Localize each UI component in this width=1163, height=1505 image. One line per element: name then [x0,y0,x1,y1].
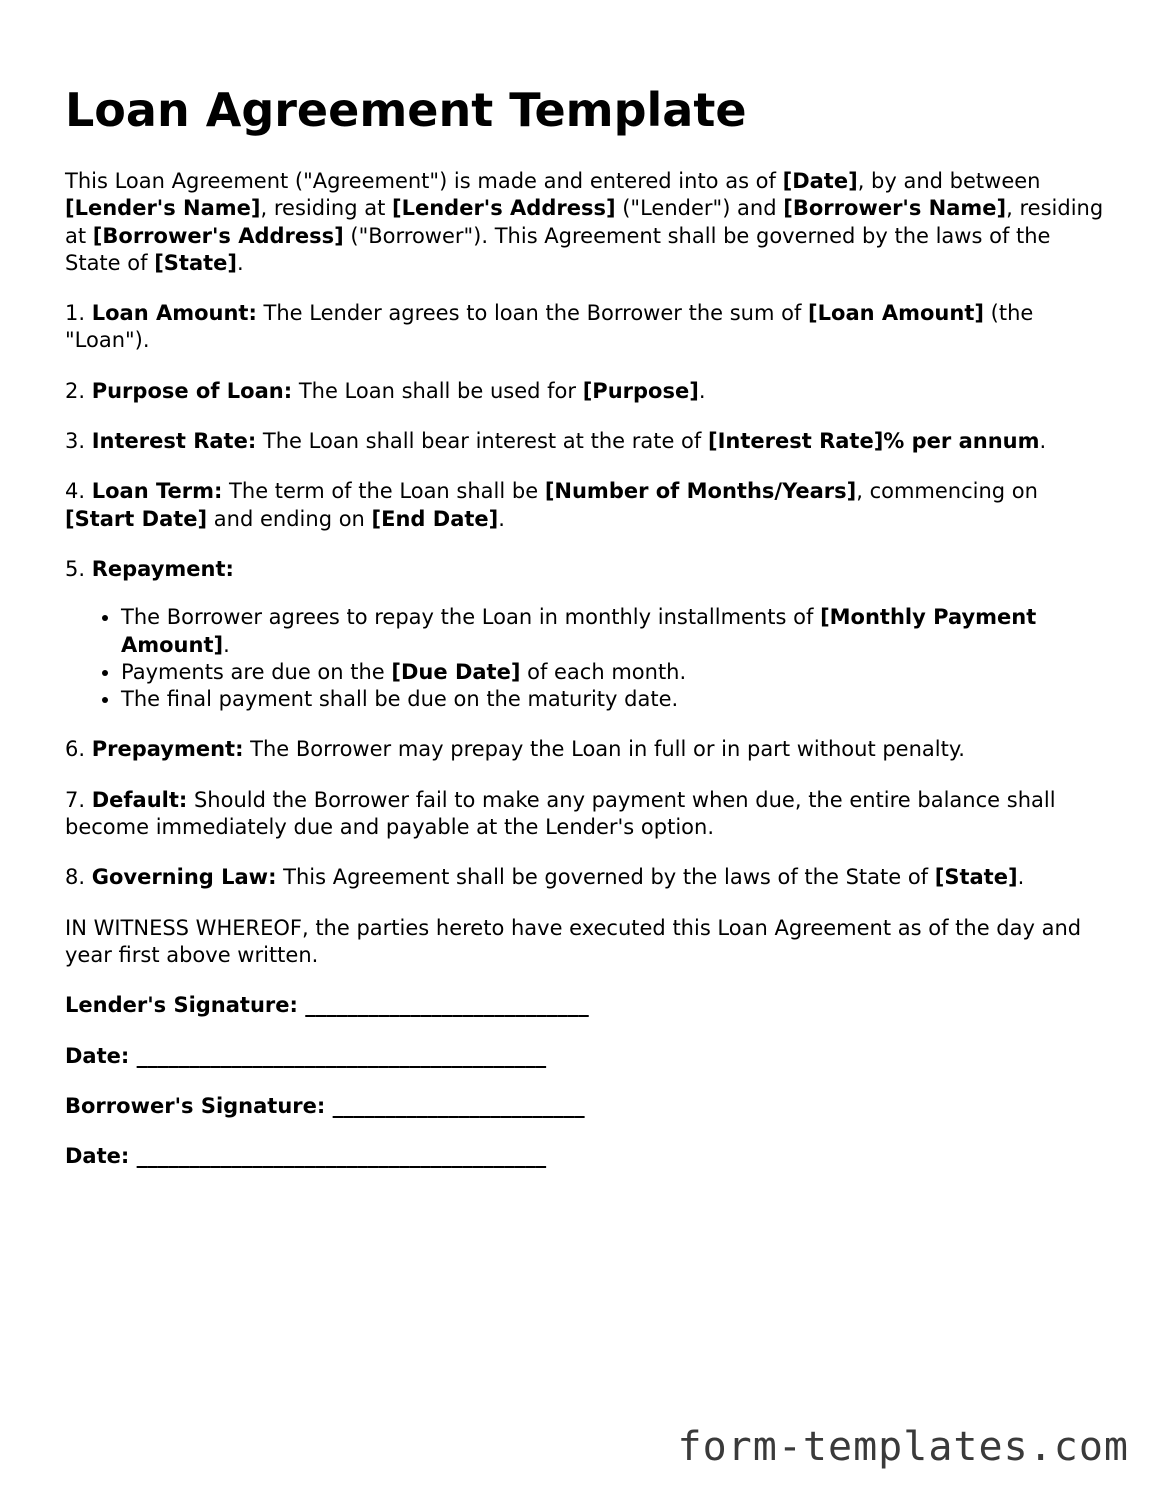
lender-address-placeholder: [Lender's Address] [392,196,616,221]
page-title: Loan Agreement Template [65,83,747,137]
repayment-list [65,604,1110,713]
section-heading: Default: [91,787,188,812]
monthly-payment-placeholder: [Monthly Payment Amount] [121,605,1037,657]
section-heading: Loan Term: [91,479,223,504]
start-date-placeholder: [Start Date] [65,506,208,531]
section-default: 7. Default: Should the Borrower fail to make any payment when due, the entire balance shall become immediately due and payable at the Lender's option. [65,787,1056,840]
section-prepayment: 6. Prepayment: The Borrower may prepay the Loan in full or in part without penalty. [65,737,965,762]
borrower-date-line[interactable]: Date: _______________________________________ [65,1144,547,1169]
section-loan-term: 4. Loan Term: The term of the Loan shall be [Number of Months/Years], commencing on [Start Date] and ending on [End Date]. [65,479,1038,531]
section-governing-law: 8. Governing Law: This Agreement shall be governed by the laws of the State of [State]. [65,865,1025,890]
intro-paragraph: This Loan Agreement ("Agreement") is made and entered into as of [Date], by and between [Lender's Name], residing at [Lender's Address] ("Lender") and [Borrower's Name], residing at [Borrower's Address] ("Borrower"). This Agreement shall be governed by the laws of the State of [State]. [65,169,1104,275]
list-item: • The Borrower agrees to repay the Loan in monthly installments of [Monthly Payment Amount]. [121,604,1110,659]
state-placeholder: [State] [934,865,1018,890]
signature-block [65,992,1110,1170]
lender-date-line[interactable]: Date: _______________________________________ [65,1043,547,1068]
section-repayment: 5. Repayment: [65,556,234,581]
purpose-placeholder: [Purpose] [582,378,699,403]
date-placeholder: [Date] [782,169,858,193]
section-purpose: 2. Purpose of Loan: The Loan shall be used for [Purpose]. [65,378,706,403]
state-placeholder: [State] [154,250,237,275]
section-heading: Purpose of Loan: [91,378,293,403]
watermark-logo: form-templates.com [677,1424,1129,1470]
borrower-address-placeholder: [Borrower's Address] [92,223,344,248]
list-item: • The final payment shall be due on the maturity date. [121,686,1110,713]
agreement-body [65,168,1110,1193]
end-date-placeholder: [End Date] [371,506,499,531]
due-date-placeholder: [Due Date] [391,659,521,684]
section-heading: Repayment: [91,556,234,581]
lender-signature-line[interactable]: Lender's Signature: ___________________________ [65,993,589,1018]
borrower-signature-line[interactable]: Borrower's Signature: ________________________ [65,1093,585,1118]
witness-paragraph: IN WITNESS WHEREOF, the parties hereto have executed this Loan Agreement as of the day and year first above written. [65,915,1082,967]
section-heading: Governing Law: [91,865,277,890]
section-heading: Prepayment: [91,737,244,762]
list-item: • Payments are due on the [Due Date] of each month. [121,659,1110,686]
term-placeholder: [Number of Months/Years] [544,479,857,504]
section-loan-amount: 1. Loan Amount: The Lender agrees to loan the Borrower the sum of [Loan Amount] (the "Loan"). [65,301,1034,353]
loan-amount-placeholder: [Loan Amount] [808,301,984,326]
section-interest-rate: 3. Interest Rate: The Loan shall bear interest at the rate of [Interest Rate]% per annum. [65,429,1047,454]
section-heading: Interest Rate: [91,429,257,454]
interest-rate-placeholder: [Interest Rate]% per annum [707,429,1040,454]
borrower-name-placeholder: [Borrower's Name] [783,196,1007,221]
lender-name-placeholder: [Lender's Name] [65,196,261,221]
section-heading: Loan Amount: [91,301,257,326]
